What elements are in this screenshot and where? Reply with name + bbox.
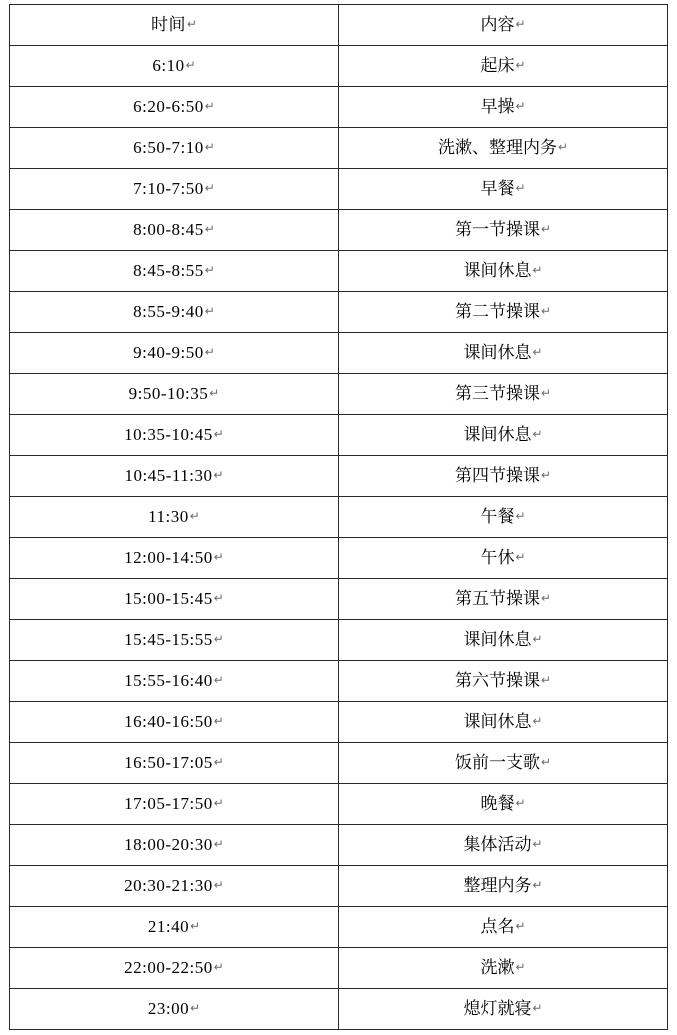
table-row	[10, 948, 668, 989]
cell-time-label: 6:20-6:50	[133, 96, 204, 116]
pilcrow-icon: ↵	[515, 795, 526, 810]
pilcrow-icon: ↵	[204, 180, 215, 195]
pilcrow-icon: ↵	[515, 16, 526, 31]
cell-time-label: 16:40-16:50	[124, 711, 213, 731]
cell-time	[10, 497, 339, 538]
table-row	[10, 538, 668, 579]
cell-time-label: 17:05-17:50	[124, 793, 213, 813]
cell-time-label: 10:35-10:45	[124, 424, 213, 444]
cell-content	[339, 620, 668, 661]
cell-content	[339, 825, 668, 866]
pilcrow-icon: ↵	[557, 139, 569, 154]
cell-content-label: 饭前一支歌	[454, 752, 540, 772]
pilcrow-icon: ↵	[213, 959, 224, 974]
cell-content	[339, 702, 668, 743]
cell-content	[339, 579, 668, 620]
cell-content	[339, 169, 668, 210]
cell-content	[339, 948, 668, 989]
cell-time	[10, 702, 339, 743]
pilcrow-icon: ↵	[540, 385, 552, 400]
table-row	[10, 497, 668, 538]
cell-time	[10, 251, 339, 292]
cell-time-label: 6:50-7:10	[133, 137, 204, 157]
table-row	[10, 825, 668, 866]
cell-time	[10, 907, 339, 948]
cell-time	[10, 784, 339, 825]
pilcrow-icon: ↵	[185, 57, 196, 72]
cell-time	[10, 661, 339, 702]
table-row	[10, 333, 668, 374]
table-body	[10, 46, 668, 1030]
cell-time	[10, 415, 339, 456]
pilcrow-icon: ↵	[213, 754, 224, 769]
cell-time-label: 16:50-17:05	[124, 752, 213, 772]
cell-content	[339, 333, 668, 374]
pilcrow-icon: ↵	[532, 1000, 543, 1015]
cell-content-label: 课间休息	[463, 424, 532, 444]
pilcrow-icon: ↵	[540, 221, 552, 236]
pilcrow-icon: ↵	[213, 590, 224, 605]
cell-time	[10, 948, 339, 989]
cell-time	[10, 456, 339, 497]
cell-time-label: 6:10	[152, 55, 185, 75]
cell-content	[339, 866, 668, 907]
table-row	[10, 620, 668, 661]
column-header-time	[10, 5, 339, 46]
table-row	[10, 743, 668, 784]
daily-schedule-table	[9, 4, 668, 1030]
cell-time-label: 15:55-16:40	[124, 670, 213, 690]
cell-time-label: 21:40	[147, 916, 190, 936]
cell-time-label: 8:00-8:45	[133, 219, 204, 239]
cell-content-label: 点名	[480, 916, 515, 936]
pilcrow-icon: ↵	[190, 918, 201, 933]
cell-time-label: 18:00-20:30	[124, 834, 213, 854]
cell-time-label: 9:40-9:50	[133, 342, 204, 362]
pilcrow-icon: ↵	[213, 549, 224, 564]
cell-content	[339, 743, 668, 784]
cell-content	[339, 46, 668, 87]
cell-content-label: 第六节操课	[454, 670, 540, 690]
table-row	[10, 989, 668, 1030]
cell-content	[339, 784, 668, 825]
table-row	[10, 374, 668, 415]
pilcrow-icon: ↵	[204, 262, 215, 277]
cell-content	[339, 415, 668, 456]
pilcrow-icon: ↵	[515, 918, 526, 933]
cell-content	[339, 456, 668, 497]
pilcrow-icon: ↵	[532, 836, 543, 851]
table-row	[10, 907, 668, 948]
pilcrow-icon: ↵	[532, 344, 543, 359]
pilcrow-icon: ↵	[213, 672, 224, 687]
column-header-content-label: 内容	[480, 14, 515, 34]
cell-time-label: 22:00-22:50	[124, 957, 213, 977]
cell-time	[10, 169, 339, 210]
cell-time	[10, 866, 339, 907]
pilcrow-icon: ↵	[515, 180, 526, 195]
cell-time-label: 12:00-14:50	[124, 547, 213, 567]
cell-content-label: 第五节操课	[454, 588, 540, 608]
pilcrow-icon: ↵	[515, 98, 526, 113]
table-header-row	[10, 5, 668, 46]
cell-time	[10, 538, 339, 579]
pilcrow-icon: ↵	[515, 508, 526, 523]
pilcrow-icon: ↵	[213, 836, 224, 851]
pilcrow-icon: ↵	[209, 385, 220, 400]
pilcrow-icon: ↵	[515, 549, 526, 564]
cell-content	[339, 251, 668, 292]
table-row	[10, 866, 668, 907]
table-row	[10, 169, 668, 210]
pilcrow-icon: ↵	[532, 426, 543, 441]
table-row	[10, 661, 668, 702]
table-row	[10, 784, 668, 825]
cell-time	[10, 210, 339, 251]
pilcrow-icon: ↵	[540, 672, 552, 687]
cell-time-label: 23:00	[147, 998, 190, 1018]
cell-content-label: 洗漱、整理内务	[437, 137, 557, 157]
cell-content-label: 整理内务	[463, 875, 532, 895]
pilcrow-icon: ↵	[204, 221, 215, 236]
cell-time	[10, 743, 339, 784]
cell-time	[10, 333, 339, 374]
cell-content	[339, 989, 668, 1030]
cell-time	[10, 292, 339, 333]
pilcrow-icon: ↵	[204, 139, 215, 154]
cell-time-label: 7:10-7:50	[133, 178, 204, 198]
table-row	[10, 456, 668, 497]
cell-time	[10, 620, 339, 661]
cell-content-label: 第二节操课	[454, 301, 540, 321]
column-header-time-label: 时间	[150, 14, 186, 34]
table-row	[10, 415, 668, 456]
cell-time-label: 11:30	[148, 506, 189, 526]
pilcrow-icon: ↵	[532, 262, 543, 277]
table-row	[10, 579, 668, 620]
cell-time	[10, 579, 339, 620]
table-row	[10, 128, 668, 169]
cell-time	[10, 46, 339, 87]
pilcrow-icon: ↵	[213, 795, 224, 810]
cell-time-label: 10:45-11:30	[124, 465, 213, 485]
cell-content-label: 第一节操课	[454, 219, 540, 239]
pilcrow-icon: ↵	[532, 877, 543, 892]
pilcrow-icon: ↵	[540, 467, 552, 482]
table-row	[10, 87, 668, 128]
cell-content-label: 洗漱	[480, 957, 515, 977]
pilcrow-icon: ↵	[515, 959, 526, 974]
cell-time	[10, 374, 339, 415]
table-header	[10, 5, 668, 46]
pilcrow-icon: ↵	[204, 303, 215, 318]
pilcrow-icon: ↵	[213, 631, 224, 646]
cell-content	[339, 374, 668, 415]
pilcrow-icon: ↵	[204, 344, 215, 359]
pilcrow-icon: ↵	[189, 508, 200, 523]
pilcrow-icon: ↵	[186, 16, 198, 31]
pilcrow-icon: ↵	[540, 303, 552, 318]
table-row	[10, 46, 668, 87]
pilcrow-icon: ↵	[213, 713, 224, 728]
cell-time-label: 15:00-15:45	[124, 588, 213, 608]
cell-time-label: 9:50-10:35	[128, 383, 209, 403]
cell-content-label: 课间休息	[463, 629, 532, 649]
cell-content-label: 熄灯就寝	[463, 998, 532, 1018]
cell-time	[10, 87, 339, 128]
cell-content-label: 早操	[480, 96, 515, 116]
cell-content-label: 第三节操课	[454, 383, 540, 403]
cell-content-label: 午休	[480, 547, 515, 567]
cell-content-label: 午餐	[480, 506, 515, 526]
cell-content-label: 课间休息	[463, 711, 532, 731]
cell-content	[339, 661, 668, 702]
pilcrow-icon: ↵	[213, 467, 224, 482]
table-row	[10, 251, 668, 292]
cell-content	[339, 907, 668, 948]
table-row	[10, 702, 668, 743]
pilcrow-icon: ↵	[532, 631, 543, 646]
column-header-content	[339, 5, 668, 46]
cell-time	[10, 989, 339, 1030]
cell-content	[339, 292, 668, 333]
cell-content	[339, 497, 668, 538]
cell-content-label: 集体活动	[463, 834, 532, 854]
cell-time-label: 8:45-8:55	[133, 260, 204, 280]
cell-content-label: 晚餐	[480, 793, 515, 813]
cell-content-label: 起床	[480, 55, 515, 75]
cell-content-label: 课间休息	[463, 260, 532, 280]
cell-time-label: 8:55-9:40	[133, 301, 204, 321]
pilcrow-icon: ↵	[540, 590, 552, 605]
cell-time-label: 15:45-15:55	[124, 629, 213, 649]
cell-time	[10, 128, 339, 169]
cell-time-label: 20:30-21:30	[124, 875, 213, 895]
pilcrow-icon: ↵	[532, 713, 543, 728]
cell-content	[339, 210, 668, 251]
pilcrow-icon: ↵	[515, 57, 526, 72]
cell-content	[339, 538, 668, 579]
cell-content-label: 早餐	[480, 178, 515, 198]
table-row	[10, 292, 668, 333]
pilcrow-icon: ↵	[190, 1000, 201, 1015]
cell-content-label: 课间休息	[463, 342, 532, 362]
pilcrow-icon: ↵	[204, 98, 215, 113]
table-row	[10, 210, 668, 251]
pilcrow-icon: ↵	[213, 877, 224, 892]
cell-content-label: 第四节操课	[454, 465, 540, 485]
pilcrow-icon: ↵	[540, 754, 552, 769]
pilcrow-icon: ↵	[213, 426, 224, 441]
cell-content	[339, 87, 668, 128]
cell-content	[339, 128, 668, 169]
cell-time	[10, 825, 339, 866]
